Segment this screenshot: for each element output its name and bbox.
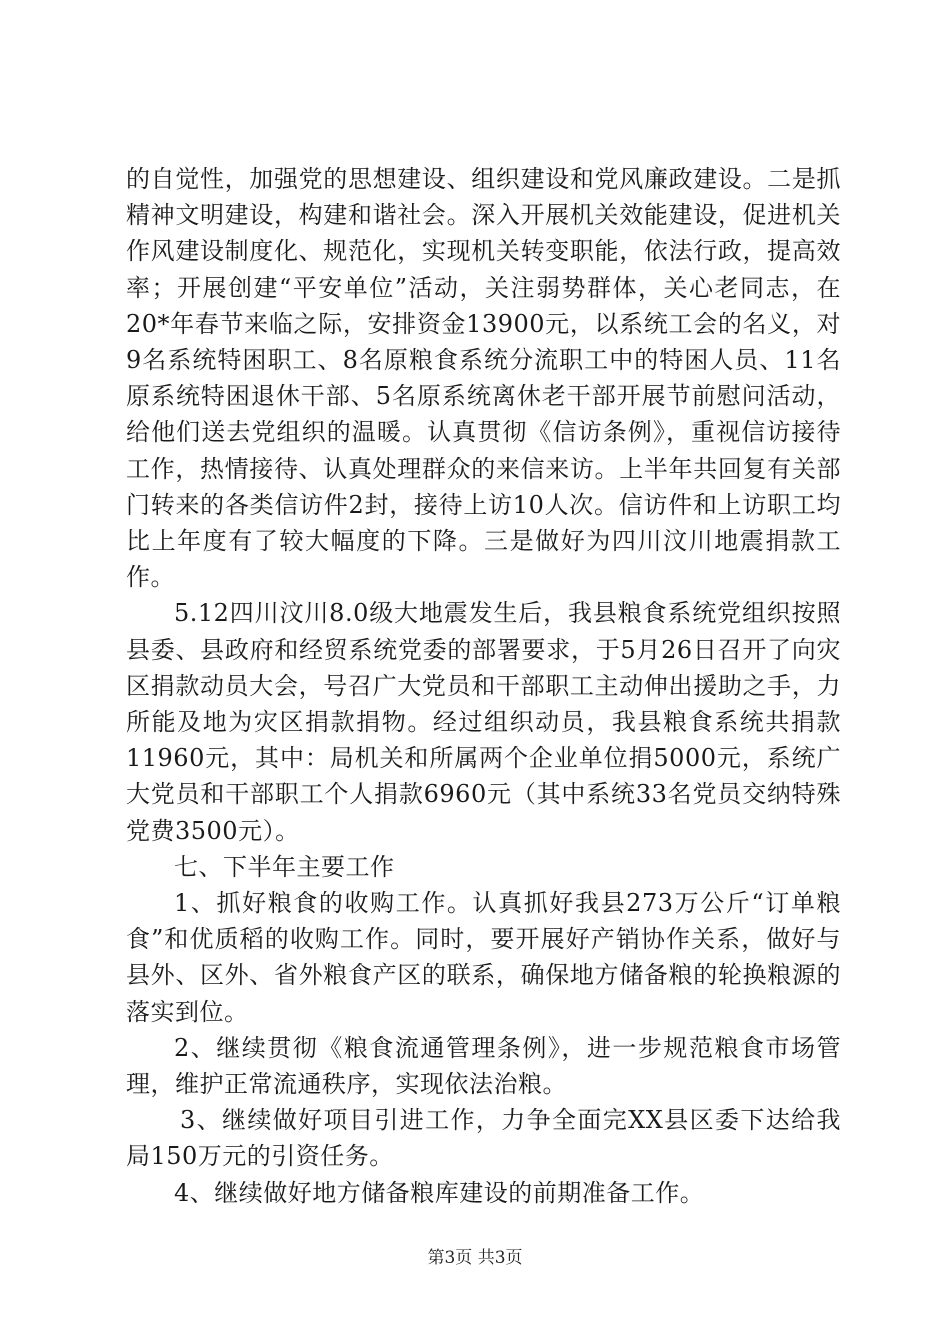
- list-item-circulation-regulation: 2、继续贯彻《粮食流通管理条例》，进一步规范粮食市场管理，维护正常流通秩序，实现依法治粮。: [126, 1033, 841, 1099]
- list-item-grain-purchase: 1、抓好粮食的收购工作。认真抓好我县273万公斤“订单粮食”和优质稻的收购工作。同时，要开展好产销协作关系，做好与县外、区外、省外粮食产区的联系，确保地方储备粮的轮换粮源的落实到位。: [126, 889, 841, 1026]
- paragraph-party-building: 的自觉性，加强党的思想建设、组织建设和党风廉政建设。二是抓精神文明建设，构建和谐社会。深入开展机关效能建设，促进机关作风建设制度化、规范化，实现机关转变职能，依法行政，提高效率；开展创建“平安单位”活动，关注弱势群体，关心老同志，在20*年春节来临之际，安排资金13900元，以系统工会的名义，对9名系统特困职工、8名原粮食系统分流职工中的特困人员、11名原系统特困退休干部、5名原系统离休老干部开展节前慰问活动，给他们送去党组织的温暖。认真贯彻《信访条例》，重视信访接待工作，热情接待、认真处理群众的来信来访。上半年共回复有关部门转来的各类信访件2封，接待上访10人次。信访件和上访职工均比上年度有了较大幅度的下降。三是做好为四川汶川地震捐款工作。: [126, 165, 841, 592]
- list-item-project-introduction: 3、继续做好项目引进工作，力争全面完XX县区委下达给我局150万元的引资任务。: [126, 1106, 841, 1171]
- list-item-reserve-depot: 4、继续做好地方储备粮库建设的前期准备工作。: [174, 1178, 705, 1207]
- page-number-footer: 第3页 共3页: [427, 1248, 523, 1268]
- paragraph-earthquake-donation: 5.12四川汶川8.0级大地震发生后，我县粮食系统党组织按照县委、县政府和经贸系统党委的部署要求，于5月26日召开了向灾区捐款动员大会，号召广大党员和干部职工主动伸出援助之手，力所能及地为灾区捐款捐物。经过组织动员，我县粮食系统共捐款11960元，其中：局机关和所属两个企业单位捐5000元，系统广大党员和干部职工个人捐款6960元（其中系统33名党员交纳特殊党费3500元）。: [126, 599, 841, 845]
- document-body: [126, 161, 841, 1211]
- section-heading-second-half-work: 七、下半年主要工作: [174, 852, 395, 881]
